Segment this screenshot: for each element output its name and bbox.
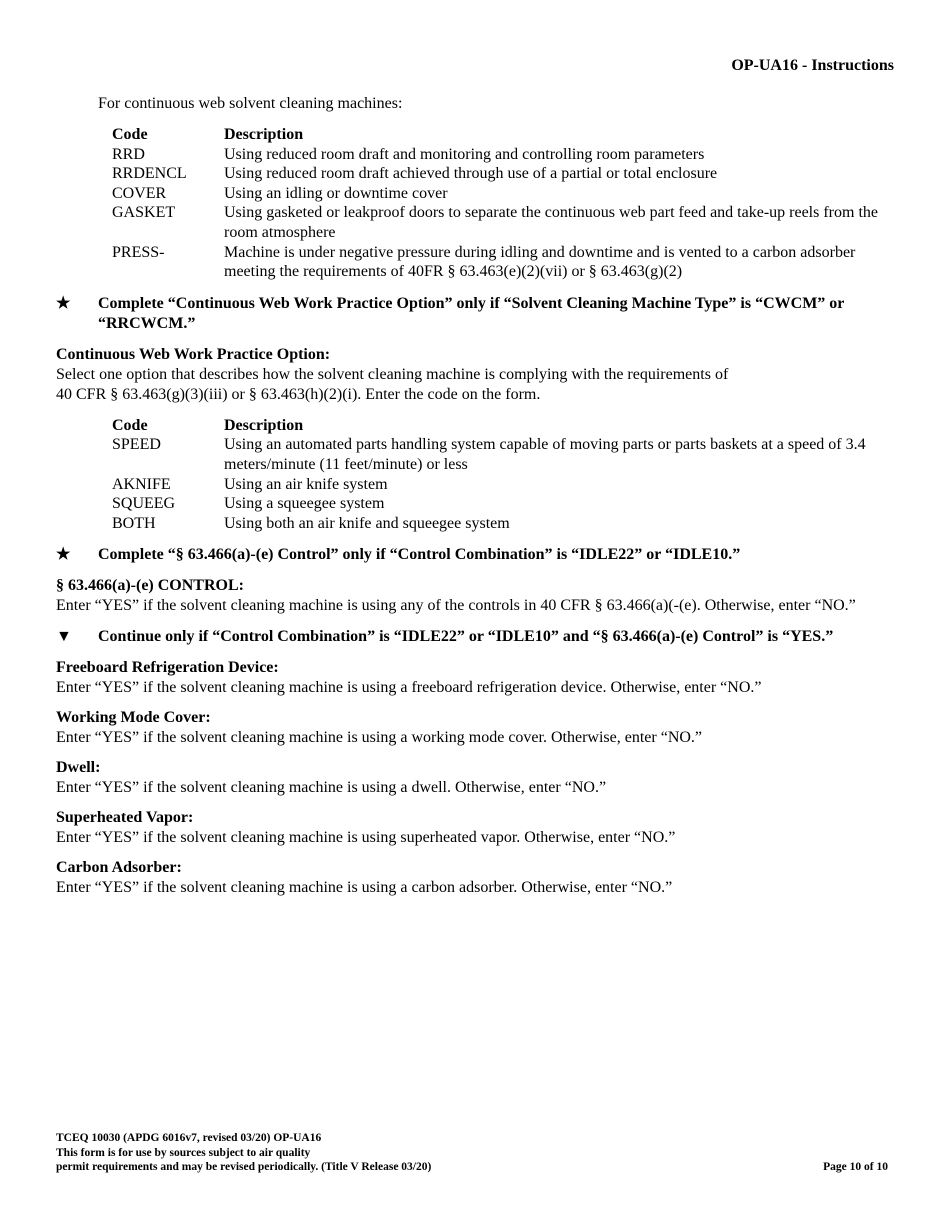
code-table-work-practice	[112, 416, 894, 534]
description-cell: Machine is under negative pressure during idling and downtime and is vented to a carbon adsorber meeting the requirements of 40FR § 63.463(e)(2)(vii) or § 63.463(g)(2)	[224, 243, 856, 281]
description-cell: Using an automated parts handling system capable of moving parts or parts baskets at a speed of 3.4 meters/minute (11 feet/minute) or less	[224, 436, 866, 473]
description-cell: Using an air knife system	[224, 475, 388, 493]
description-cell: Using gasketed or leakproof doors to separate the continuous web part feed and take-up reels from the room atmosphere	[224, 204, 878, 241]
code-cell: BOTH	[112, 514, 156, 532]
table-header-row	[112, 125, 894, 145]
intro-text: For continuous web solvent cleaning machines:	[98, 95, 403, 112]
table-row	[112, 494, 894, 514]
section-dwell	[56, 758, 894, 798]
table-row	[112, 203, 894, 242]
section-title: Carbon Adsorber:	[56, 859, 182, 877]
code-cell: RRDENCL	[112, 165, 187, 183]
description-cell: Using reduced room draft achieved through use of a partial or total enclosure	[224, 165, 718, 183]
section-title: Freeboard Refrigeration Device:	[56, 659, 279, 677]
table-row	[112, 475, 894, 495]
table-row	[112, 164, 894, 184]
note-text: Continue only if “Control Combination” is “IDLE22” or “IDLE10” and “§ 63.466(a)-(e) Control” is “YES.”	[98, 628, 834, 646]
star-icon: ★	[56, 546, 71, 564]
section-carbon-adsorber	[56, 858, 894, 898]
page-header-title: OP-UA16 - Instructions	[731, 57, 894, 74]
column-header-code: Code	[112, 416, 148, 434]
section-title: Continuous Web Work Practice Option:	[56, 345, 331, 363]
code-table-continuous-web	[112, 125, 894, 282]
footer-usage-note: This form is for use by sources subject to air quality	[56, 1146, 311, 1159]
code-cell: SPEED	[112, 436, 161, 454]
section-body: Select one option that describes how the solvent cleaning machine is complying with the requirements of	[56, 365, 729, 383]
note-text: Complete “Continuous Web Work Practice Option” only if “Solvent Cleaning Machine Type” is “CWCM” or “RRCWCM.”	[98, 294, 845, 332]
section-control	[56, 576, 894, 616]
table-header-row	[112, 416, 894, 436]
table-row	[112, 435, 894, 474]
section-superheated-vapor	[56, 808, 894, 848]
section-working-mode-cover	[56, 708, 894, 748]
code-cell: PRESS-	[112, 243, 165, 261]
description-cell: Using reduced room draft and monitoring and controlling room parameters	[224, 145, 705, 163]
column-header-description: Description	[224, 126, 304, 143]
section-title: Dwell:	[56, 759, 101, 777]
note-text: Complete “§ 63.466(a)-(e) Control” only if “Control Combination” is “IDLE22” or “IDLE10.”	[98, 546, 741, 564]
section-body: Enter “YES” if the solvent cleaning machine is using a working mode cover. Otherwise, enter “NO.”	[56, 729, 703, 747]
section-title: Superheated Vapor:	[56, 809, 194, 827]
description-cell: Using both an air knife and squeegee system	[224, 514, 510, 532]
column-header-description: Description	[224, 416, 304, 434]
page-number: Page 10 of 10	[823, 1161, 888, 1173]
table-row	[112, 514, 894, 534]
code-cell: RRD	[112, 145, 145, 163]
footer-release-note: permit requirements and may be revised periodically. (Title V Release 03/20)	[56, 1161, 432, 1173]
section-body-continued: 40 CFR § 63.463(g)(3)(iii) or § 63.463(h)(2)(i). Enter the code on the form.	[56, 385, 541, 403]
table-row	[112, 145, 894, 165]
section-body: Enter “YES” if the solvent cleaning machine is using any of the controls in 40 CFR § 63.466(a)(-(e). Otherwise, enter “NO.”	[56, 597, 856, 615]
description-cell: Using a squeegee system	[224, 495, 385, 513]
code-cell: AKNIFE	[112, 475, 171, 493]
table-row	[112, 184, 894, 204]
section-body: Enter “YES” if the solvent cleaning machine is using a dwell. Otherwise, enter “NO.”	[56, 779, 607, 797]
star-icon: ★	[56, 294, 71, 312]
note-control	[56, 545, 894, 565]
section-body: Enter “YES” if the solvent cleaning machine is using a carbon adsorber. Otherwise, enter “NO.”	[56, 879, 673, 897]
column-header-code: Code	[112, 126, 148, 143]
section-title: Working Mode Cover:	[56, 709, 211, 727]
section-freeboard-refrigeration	[56, 658, 894, 698]
description-cell: Using an idling or downtime cover	[224, 184, 448, 202]
section-body: Enter “YES” if the solvent cleaning machine is using superheated vapor. Otherwise, enter “NO.”	[56, 829, 676, 847]
code-cell: GASKET	[112, 204, 176, 222]
footer-form-id: TCEQ 10030 (APDG 6016v7, revised 03/20) OP-UA16	[56, 1132, 322, 1144]
code-cell: SQUEEG	[112, 495, 176, 513]
section-title: § 63.466(a)-(e) CONTROL:	[56, 577, 244, 595]
note-continuous-web	[56, 294, 894, 334]
section-continuous-web-work-practice	[56, 345, 894, 405]
code-cell: COVER	[112, 184, 167, 202]
section-body: Enter “YES” if the solvent cleaning machine is using a freeboard refrigeration device. Otherwise, enter “NO.”	[56, 679, 762, 697]
note-continue	[56, 627, 894, 647]
table-row	[112, 243, 894, 282]
triangle-down-icon: ▼	[56, 628, 72, 646]
page-footer	[56, 1131, 888, 1175]
document-body	[56, 94, 894, 898]
